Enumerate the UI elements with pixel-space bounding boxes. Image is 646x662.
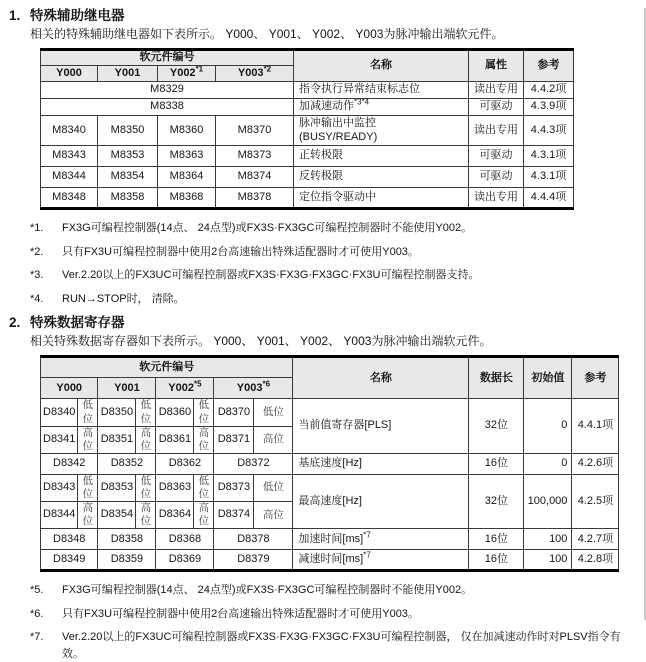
footnote-text: 只有FX3U可编程控制器中使用2台高速输出特殊适配器时才可使用Y003。 xyxy=(62,245,419,258)
reference-cell: 4.2.8项 xyxy=(572,550,619,571)
footnote xyxy=(30,606,646,623)
attribute-cell: 可驱动 xyxy=(469,167,524,188)
reference-header: 参考 xyxy=(572,357,619,399)
register-cell: D8374 xyxy=(214,502,254,529)
device-label: Y002 xyxy=(169,66,196,79)
initial-value-cell: 100,000 xyxy=(524,474,572,529)
device-number-cell: M8358 xyxy=(98,188,158,209)
name-cell: 指令执行异常结束标志位 xyxy=(294,82,469,99)
data-length-cell: 16位 xyxy=(469,453,524,474)
data-register-table xyxy=(40,355,619,572)
attribute-cell: 读出专用 xyxy=(469,82,524,99)
device-number-cell: M8378 xyxy=(216,188,294,209)
register-cell: D8344 xyxy=(41,502,78,529)
section-data-registers xyxy=(0,315,646,662)
data-length-cell: 32位 xyxy=(469,399,524,454)
name-cell xyxy=(294,99,469,116)
register-cell: D8363 xyxy=(156,474,194,501)
bit-position-cell: 高位 xyxy=(194,502,214,529)
footnote-ref: *7 xyxy=(363,529,371,539)
reference-cell: 4.4.2项 xyxy=(524,82,574,99)
table-row xyxy=(41,550,619,571)
device-label: Y003 xyxy=(236,381,263,394)
attribute-header: 属性 xyxy=(469,50,524,82)
reference-cell: 4.3.9项 xyxy=(524,99,574,116)
footnote-ref: *6 xyxy=(262,378,271,388)
footnote-marker: *2. xyxy=(30,245,44,258)
aux-relay-table xyxy=(40,48,574,210)
device-number-cell: M8353 xyxy=(98,146,158,167)
register-cell: D8360 xyxy=(156,399,194,426)
table-row xyxy=(41,146,574,167)
section-heading xyxy=(9,315,646,331)
initial-value-cell: 0 xyxy=(524,399,572,454)
name-text: 脉冲输出中监控 xyxy=(299,116,376,129)
col-header-y000 xyxy=(41,66,98,82)
bit-position-cell: 低位 xyxy=(254,474,293,501)
bit-position-cell: 低位 xyxy=(254,399,293,426)
col-header-y003 xyxy=(214,378,293,399)
footnotes-section-2 xyxy=(30,582,646,662)
col-header-y003 xyxy=(216,66,294,82)
footnote xyxy=(30,629,646,662)
footnote-marker: *7. xyxy=(30,631,44,644)
reference-cell: 4.2.5项 xyxy=(572,474,619,529)
section-number: 2. xyxy=(9,315,21,331)
register-cell: D8348 xyxy=(41,529,98,550)
device-number-cell: M8364 xyxy=(158,167,216,188)
section-number: 1. xyxy=(9,8,21,23)
reference-cell: 4.4.3项 xyxy=(524,116,574,146)
footnote-text: FX3G可编程控制器(14点、 24点型)或FX3S·FX3GC可编程控制器时不能使用Y002。 xyxy=(62,584,473,597)
register-cell: D8361 xyxy=(156,426,194,453)
bit-position-cell: 低位 xyxy=(78,474,98,501)
register-cell: D8369 xyxy=(156,550,214,571)
register-cell: D8350 xyxy=(98,399,136,426)
name-cell: 当前值寄存器[PLS] xyxy=(293,399,469,454)
register-cell: D8352 xyxy=(98,453,156,474)
register-cell: D8373 xyxy=(214,474,254,501)
table-row xyxy=(41,167,574,188)
device-number-header: 软元件编号 xyxy=(41,50,294,66)
section-title: 特殊数据寄存器 xyxy=(30,315,125,331)
bit-position-cell: 高位 xyxy=(254,426,293,453)
col-header-y002 xyxy=(158,66,216,82)
device-number-cell: M8368 xyxy=(158,188,216,209)
table-header-row xyxy=(41,357,619,378)
bit-position-cell: 高位 xyxy=(194,426,214,453)
table-row xyxy=(41,529,619,550)
name-text: 加减速动作 xyxy=(299,100,354,113)
bit-position-cell: 高位 xyxy=(78,502,98,529)
register-cell: D8379 xyxy=(214,550,293,571)
bit-position-cell: 高位 xyxy=(136,426,156,453)
device-number-cell: M8338 xyxy=(41,99,294,116)
register-cell: D8343 xyxy=(41,474,78,501)
register-cell: D8364 xyxy=(156,502,194,529)
register-cell: D8362 xyxy=(156,453,214,474)
register-cell: D8368 xyxy=(156,529,214,550)
section-aux-relays xyxy=(0,8,646,307)
device-number-cell: M8370 xyxy=(216,116,294,146)
device-number-header: 软元件编号 xyxy=(41,357,293,378)
footnote xyxy=(30,267,646,284)
table-row xyxy=(41,453,619,474)
name-header: 名称 xyxy=(293,357,469,399)
reference-cell: 4.3.1项 xyxy=(524,167,574,188)
footnotes-section-1 xyxy=(30,220,646,307)
attribute-cell: 可驱动 xyxy=(469,99,524,116)
attribute-cell: 可驱动 xyxy=(469,146,524,167)
device-number-cell: M8374 xyxy=(216,167,294,188)
footnote-marker: *3. xyxy=(30,269,44,282)
register-cell: D8378 xyxy=(214,529,293,550)
footnote-ref: *1 xyxy=(195,65,204,74)
name-text: 加速时间[ms] xyxy=(298,532,364,545)
register-cell: D8340 xyxy=(41,399,78,426)
table-row xyxy=(41,188,574,209)
register-cell: D8359 xyxy=(98,550,156,571)
name-cell: 定位指令驱动中 xyxy=(294,188,469,209)
device-number-cell: M8354 xyxy=(98,167,158,188)
section-subtitle: 相关特殊数据寄存器如下表所示。 Y000、 Y001、 Y002、 Y003为脉冲输出端软元件。 xyxy=(30,334,492,349)
footnote-text: RUN→STOP时， 清除。 xyxy=(62,292,185,305)
name-header: 名称 xyxy=(294,50,469,82)
col-header-y000 xyxy=(41,378,98,399)
name-text: 减速时间[ms] xyxy=(298,553,364,565)
reference-cell: 4.4.4项 xyxy=(524,188,574,209)
device-number-cell: M8343 xyxy=(41,146,98,167)
reference-cell: 4.4.1项 xyxy=(572,399,619,454)
initial-value-header: 初始值 xyxy=(524,357,572,399)
footnote xyxy=(30,220,646,237)
device-number-cell: M8360 xyxy=(158,116,216,146)
reference-cell: 4.2.7项 xyxy=(572,529,619,550)
table-row xyxy=(41,99,574,116)
col-header-y001 xyxy=(98,66,158,82)
device-number-cell: M8348 xyxy=(41,188,98,209)
footnote-marker: *6. xyxy=(30,607,44,620)
register-cell: D8370 xyxy=(214,399,254,426)
col-header-y001 xyxy=(98,378,156,399)
bit-position-cell: 高位 xyxy=(136,502,156,529)
bit-position-cell: 低位 xyxy=(136,399,156,426)
name-cell: 反转极限 xyxy=(294,167,469,188)
table-row xyxy=(41,116,574,146)
device-number-cell: M8363 xyxy=(158,146,216,167)
register-cell: D8351 xyxy=(98,426,136,453)
device-label: Y003 xyxy=(237,66,264,79)
name-cell xyxy=(294,116,469,146)
device-number-cell: M8344 xyxy=(41,167,98,188)
footnote xyxy=(30,291,646,308)
register-cell: D8349 xyxy=(41,550,98,571)
name-cell: 最高速度[Hz] xyxy=(293,474,469,529)
footnote xyxy=(30,244,646,261)
device-number-cell: M8350 xyxy=(98,116,158,146)
register-cell: D8358 xyxy=(98,529,156,550)
bit-position-cell: 高位 xyxy=(254,502,293,529)
name-text-line2: (BUSY/READY) xyxy=(299,130,378,143)
register-cell: D8372 xyxy=(214,453,293,474)
name-cell xyxy=(293,550,469,571)
device-label: Y001 xyxy=(114,66,141,79)
bit-position-cell: 低位 xyxy=(78,399,98,426)
device-label: Y000 xyxy=(56,66,82,79)
footnote-ref: *3*4 xyxy=(354,98,370,107)
device-number-cell: M8373 xyxy=(216,146,294,167)
attribute-cell: 读出专用 xyxy=(469,188,524,209)
footnote-text: FX3G可编程控制器(14点、 24点型)或FX3S·FX3GC可编程控制器时不能使用Y002。 xyxy=(62,222,473,235)
device-label: Y001 xyxy=(114,381,140,394)
name-cell: 基底速度[Hz] xyxy=(293,453,469,474)
footnote-text: 只有FX3U可编程控制器中使用2台高速输出特殊适配器时才可使用Y003。 xyxy=(62,607,419,620)
footnote-marker: *5. xyxy=(30,584,44,597)
register-cell: D8354 xyxy=(98,502,136,529)
attribute-cell: 读出专用 xyxy=(469,116,524,146)
register-cell: D8342 xyxy=(41,453,98,474)
reference-header: 参考 xyxy=(524,50,574,82)
col-header-y002 xyxy=(156,378,214,399)
footnote-text: Ver.2.20以上的FX3UC可编程控制器或FX3S·FX3G·FX3GC·FX3U可编程控制器， 仅在加减速动作时对PLSV指令有效。 xyxy=(62,631,621,660)
initial-value-cell: 100 xyxy=(524,529,572,550)
bit-position-cell: 低位 xyxy=(194,474,214,501)
table-header-row xyxy=(41,50,574,66)
section-title: 特殊辅助继电器 xyxy=(30,8,125,23)
footnote-ref: *5 xyxy=(193,378,202,388)
device-label: Y000 xyxy=(56,381,83,394)
footnote-text: Ver.2.20以上的FX3UC可编程控制器或FX3S·FX3G·FX3GC·FX3U可编程控制器支持。 xyxy=(62,269,480,282)
bit-position-cell: 高位 xyxy=(78,426,98,453)
table-row xyxy=(41,474,619,501)
footnote-marker: *1. xyxy=(30,222,44,235)
register-cell: D8371 xyxy=(214,426,254,453)
section-heading xyxy=(9,8,646,24)
table-row xyxy=(41,82,574,99)
data-length-header: 数据长 xyxy=(469,357,524,399)
name-cell xyxy=(293,529,469,550)
data-length-cell: 32位 xyxy=(469,474,524,529)
data-length-cell: 16位 xyxy=(469,550,524,571)
register-cell: D8353 xyxy=(98,474,136,501)
manual-page xyxy=(0,8,646,662)
reference-cell: 4.3.1项 xyxy=(524,146,574,167)
footnote-ref: *7 xyxy=(363,550,371,560)
initial-value-cell: 100 xyxy=(524,550,572,571)
bit-position-cell: 低位 xyxy=(136,474,156,501)
footnote-ref: *2 xyxy=(263,65,272,74)
initial-value-cell: 0 xyxy=(524,453,572,474)
footnote xyxy=(30,582,646,599)
bit-position-cell: 低位 xyxy=(194,399,214,426)
register-cell: D8341 xyxy=(41,426,78,453)
data-length-cell: 16位 xyxy=(469,529,524,550)
device-label: Y002 xyxy=(168,381,194,394)
device-number-cell: M8329 xyxy=(41,82,294,99)
footnote-marker: *4. xyxy=(30,292,44,305)
table-row xyxy=(41,399,619,426)
reference-cell: 4.2.6项 xyxy=(572,453,619,474)
name-cell: 正转极限 xyxy=(294,146,469,167)
section-subtitle: 相关的特殊辅助继电器如下表所示。 Y000、 Y001、 Y002、 Y003为脉冲输出端软元件。 xyxy=(30,27,504,42)
device-number-cell: M8340 xyxy=(41,116,98,146)
